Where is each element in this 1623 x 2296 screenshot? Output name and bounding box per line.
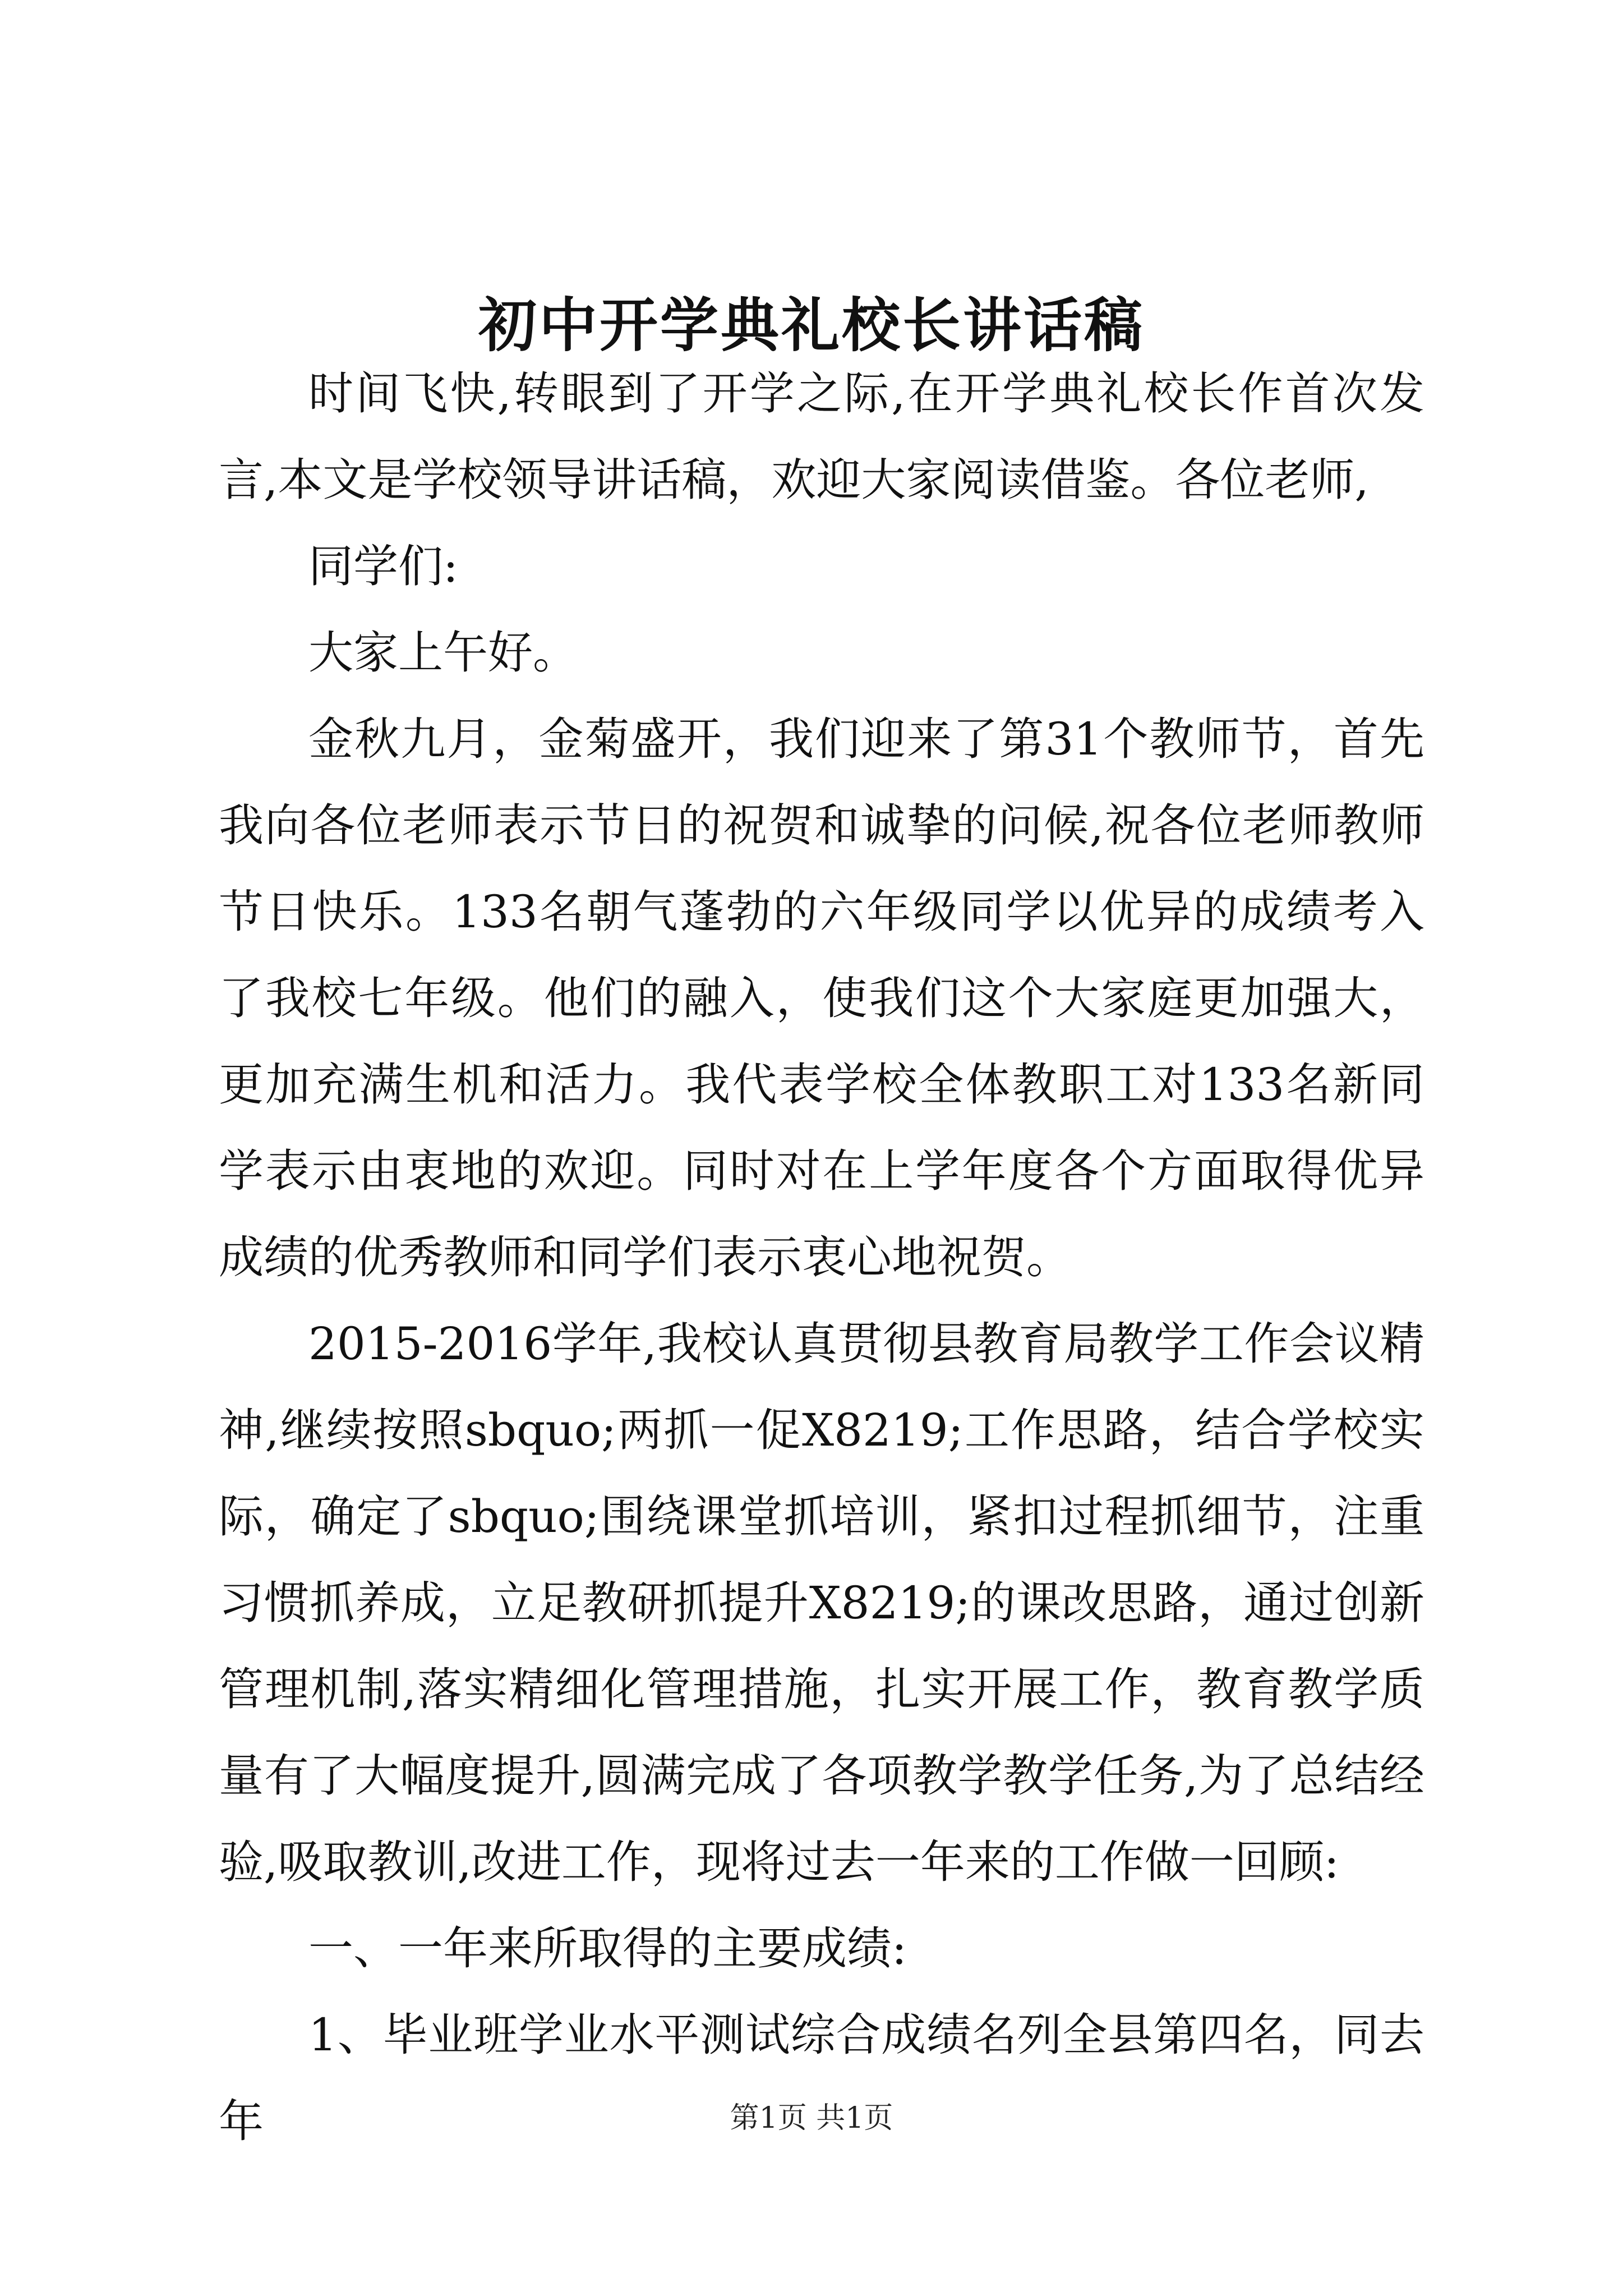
paragraph-school-year-review: 2015-2016学年,我校认真贯彻县教育局教学工作会议精神,继续按照sbquo;两抓一促X8219;工作思路，结合学校实际，确定了sbquo;围绕课堂抓培训，紧扣过程抓细节，注重习惯抓养成，立足教研抓提升X8219;的课改思路，通过创新管理机制,落实精细化管理措施，扎实开展工作，教育教学质量有了大幅度提升,圆满完成了各项教学教学任务,为了总结经验,吸取教训,改进工作，现将过去一年来的工作做一回顾: xyxy=(219,1318,1424,1888)
paragraph-teachers-day: 金秋九月，金菊盛开，我们迎来了第31个教师节，首先我向各位老师表示节日的祝贺和诚挚的问候,祝各位老师教师节日快乐。133名朝气蓬勃的六年级同学以优异的成绩考入了我校七年级。他们的融入，使我们这个大家庭更加强大，更加充满生机和活力。我代表学校全体教职工对133名新同学表示由衷地的欢迎。同时对在上学年度各个方面取得优异成绩的优秀教师和同学们表示衷心地祝贺。 xyxy=(219,713,1424,1283)
list-item-achievement-1: 1、毕业班学业水平测试综合成绩名列全县第四名，同去年 xyxy=(219,2009,1424,2147)
paragraph-intro: 时间飞快,转眼到了开学之际,在开学典礼校长作首次发言,本文是学校领导讲话稿，欢迎大家阅读借鉴。各位老师, xyxy=(219,367,1424,506)
paragraph-salutation: 同学们: xyxy=(308,540,458,592)
document-title: 初中开学典礼校长讲话稿 xyxy=(478,291,1145,360)
paragraph-greeting: 大家上午好。 xyxy=(308,627,578,679)
section-heading-achievements: 一、一年来所取得的主要成绩: xyxy=(308,1922,907,1975)
document-body xyxy=(219,351,1424,2165)
page-number-footer: 第1页 共1页 xyxy=(730,2101,893,2135)
